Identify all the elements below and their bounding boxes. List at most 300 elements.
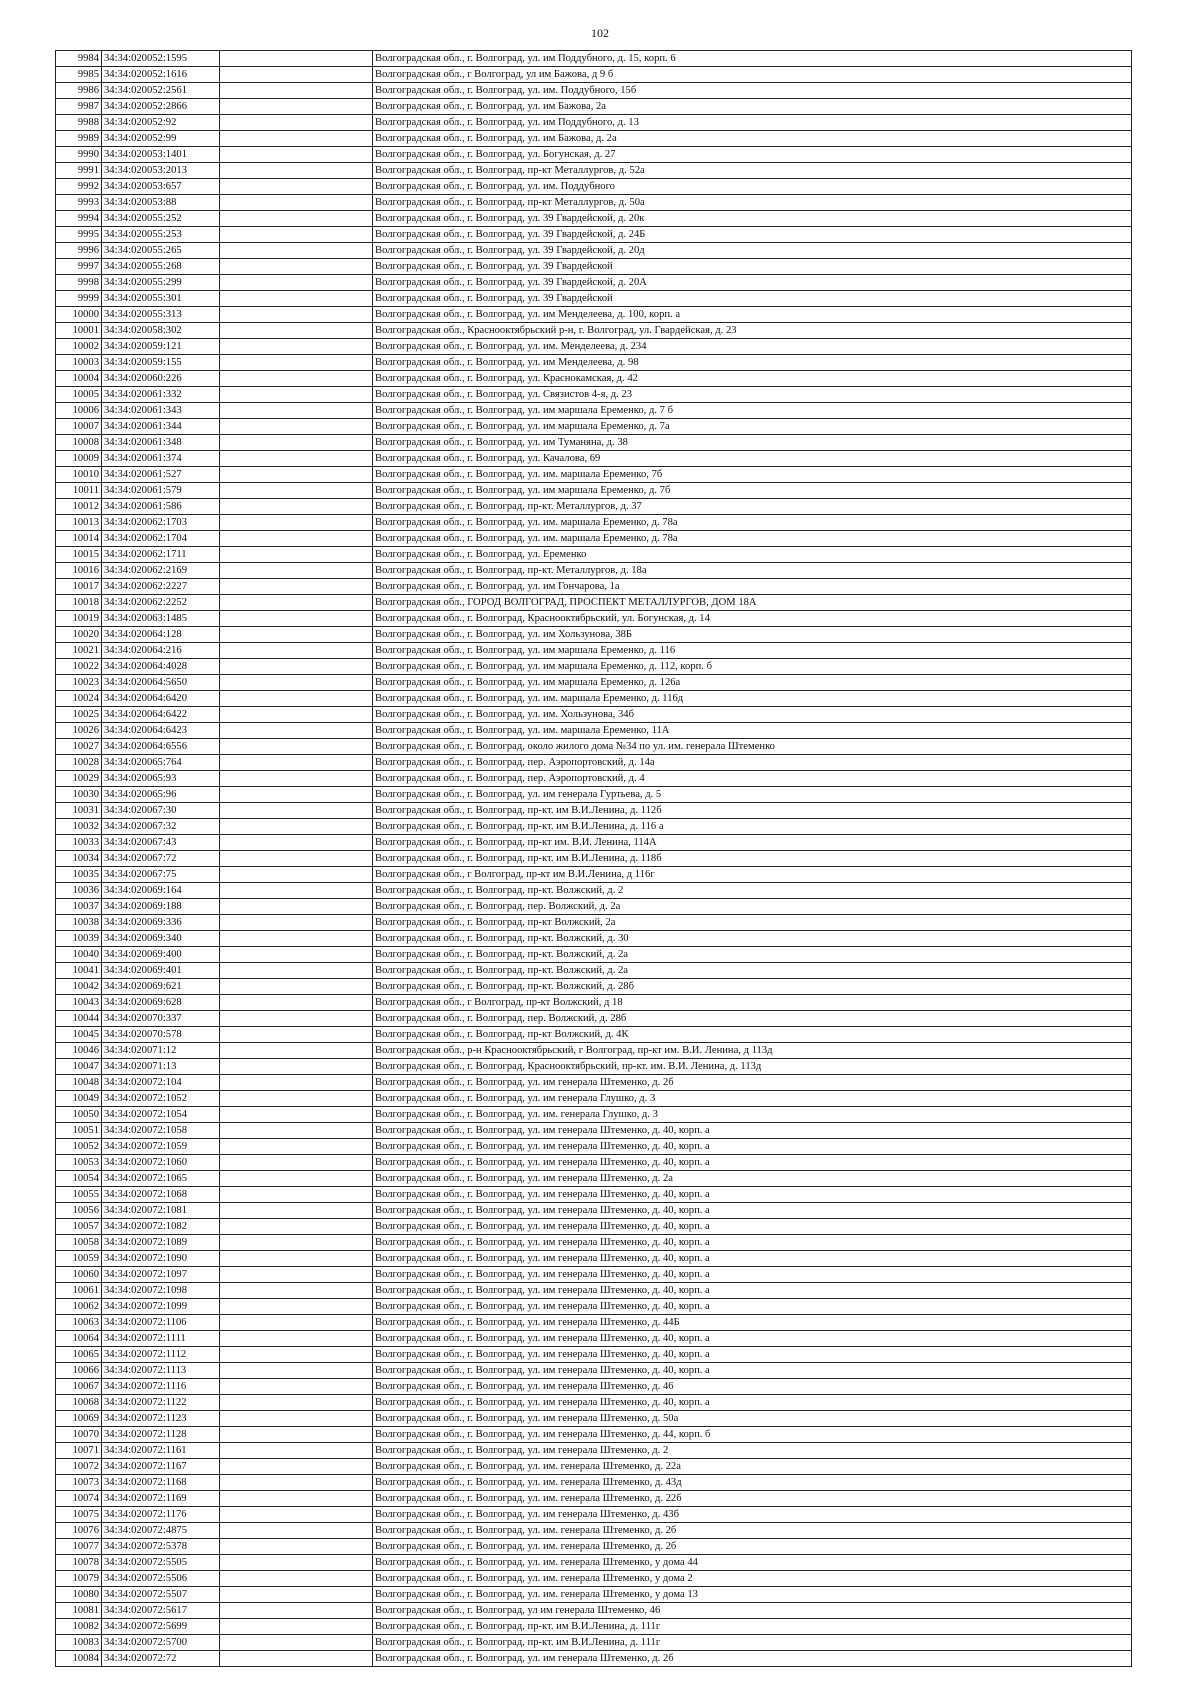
empty-cell	[220, 675, 373, 691]
empty-cell	[220, 51, 373, 67]
cadastral-number-cell: 34:34:020072:1161	[102, 1443, 220, 1459]
cadastral-number-cell: 34:34:020060:226	[102, 371, 220, 387]
row-number-cell: 10001	[56, 323, 102, 339]
table-row	[56, 867, 1132, 883]
empty-cell	[220, 1395, 373, 1411]
row-number-cell: 10036	[56, 883, 102, 899]
empty-cell	[220, 131, 373, 147]
empty-cell	[220, 1171, 373, 1187]
cadastral-number-cell: 34:34:020072:5505	[102, 1555, 220, 1571]
table-row	[56, 1587, 1132, 1603]
address-cell: Волгоградская обл., г. Волгоград, пр-кт им. В.И. Ленина, 114А	[373, 835, 1132, 851]
empty-cell	[220, 867, 373, 883]
row-number-cell: 10011	[56, 483, 102, 499]
row-number-cell: 10065	[56, 1347, 102, 1363]
row-number-cell: 10030	[56, 787, 102, 803]
row-number-cell: 10002	[56, 339, 102, 355]
table-row	[56, 707, 1132, 723]
address-cell: Волгоградская обл., г. Волгоград, ул. им маршала Еременко, д. 112, корп. б	[373, 659, 1132, 675]
empty-cell	[220, 1187, 373, 1203]
address-cell: Волгоградская обл., г. Волгоград, пр-кт. им В.И.Ленина, д. 116 а	[373, 819, 1132, 835]
table-row	[56, 387, 1132, 403]
table-row	[56, 1139, 1132, 1155]
table-row	[56, 1091, 1132, 1107]
cadastral-number-cell: 34:34:020067:72	[102, 851, 220, 867]
address-cell: Волгоградская обл., г. Волгоград, ул. им маршала Еременко, д. 7а	[373, 419, 1132, 435]
row-number-cell: 10014	[56, 531, 102, 547]
address-cell: Волгоградская обл., г. Волгоград, ул. им Туманяна, д. 38	[373, 435, 1132, 451]
cadastral-number-cell: 34:34:020064:6420	[102, 691, 220, 707]
table-row	[56, 755, 1132, 771]
row-number-cell: 9996	[56, 243, 102, 259]
row-number-cell: 10003	[56, 355, 102, 371]
cadastral-number-cell: 34:34:020067:43	[102, 835, 220, 851]
empty-cell	[220, 1043, 373, 1059]
cadastral-number-cell: 34:34:020071:13	[102, 1059, 220, 1075]
row-number-cell: 10048	[56, 1075, 102, 1091]
empty-cell	[220, 483, 373, 499]
cadastral-number-cell: 34:34:020072:1167	[102, 1459, 220, 1475]
table-row	[56, 1299, 1132, 1315]
cadastral-number-cell: 34:34:020072:1081	[102, 1203, 220, 1219]
row-number-cell: 9994	[56, 211, 102, 227]
row-number-cell: 10066	[56, 1363, 102, 1379]
cadastral-number-cell: 34:34:020072:1113	[102, 1363, 220, 1379]
row-number-cell: 10033	[56, 835, 102, 851]
address-cell: Волгоградская обл., г Волгоград, пр-кт им В.И.Ленина, д 116г	[373, 867, 1132, 883]
address-cell: Волгоградская обл., г. Волгоград, ул. им. Менделеева, д. 234	[373, 339, 1132, 355]
row-number-cell: 10038	[56, 915, 102, 931]
address-cell: Волгоградская обл., г. Волгоград, ул. им генерала Штеменко, д. 40, корп. а	[373, 1203, 1132, 1219]
cadastral-number-cell: 34:34:020072:1099	[102, 1299, 220, 1315]
table-row	[56, 1283, 1132, 1299]
row-number-cell: 10035	[56, 867, 102, 883]
address-cell: Волгоградская обл., г. Волгоград, пр-кт Волжский, д. 4К	[373, 1027, 1132, 1043]
address-cell: Волгоградская обл., г. Волгоград, ул. им. генерала Штеменко, д. 22а	[373, 1459, 1132, 1475]
row-number-cell: 10007	[56, 419, 102, 435]
cadastral-number-cell: 34:34:020061:527	[102, 467, 220, 483]
cadastral-number-cell: 34:34:020072:5507	[102, 1587, 220, 1603]
empty-cell	[220, 883, 373, 899]
address-cell: Волгоградская обл., г. Волгоград, ул. им. генерала Штеменко, д. 2б	[373, 1539, 1132, 1555]
table-row	[56, 931, 1132, 947]
table-row	[56, 1315, 1132, 1331]
cadastral-number-cell: 34:34:020072:1112	[102, 1347, 220, 1363]
address-cell: Волгоградская обл., г. Волгоград, пр-кт. им В.И.Ленина, д. 118б	[373, 851, 1132, 867]
empty-cell	[220, 163, 373, 179]
row-number-cell: 10041	[56, 963, 102, 979]
cadastral-number-cell: 34:34:020069:188	[102, 899, 220, 915]
empty-cell	[220, 227, 373, 243]
address-cell: Волгоградская обл., г. Волгоград, ул. Еременко	[373, 547, 1132, 563]
row-number-cell: 10062	[56, 1299, 102, 1315]
empty-cell	[220, 531, 373, 547]
table-row	[56, 355, 1132, 371]
cadastral-number-cell: 34:34:020072:1054	[102, 1107, 220, 1123]
table-row	[56, 243, 1132, 259]
empty-cell	[220, 1539, 373, 1555]
table-row	[56, 1331, 1132, 1347]
row-number-cell: 10046	[56, 1043, 102, 1059]
empty-cell	[220, 499, 373, 515]
table-row	[56, 1523, 1132, 1539]
table-row	[56, 915, 1132, 931]
registry-body	[56, 51, 1132, 1667]
cadastral-number-cell: 34:34:020069:340	[102, 931, 220, 947]
table-row	[56, 163, 1132, 179]
address-cell: Волгоградская обл., г. Волгоград, ул. им. маршала Еременко, 7б	[373, 467, 1132, 483]
cadastral-number-cell: 34:34:020053:657	[102, 179, 220, 195]
address-cell: Волгоградская обл., г. Волгоград, ул. им генерала Штеменко, д. 40, корп. а	[373, 1219, 1132, 1235]
cadastral-number-cell: 34:34:020053:2013	[102, 163, 220, 179]
empty-cell	[220, 1251, 373, 1267]
cadastral-number-cell: 34:34:020072:1122	[102, 1395, 220, 1411]
row-number-cell: 10022	[56, 659, 102, 675]
empty-cell	[220, 451, 373, 467]
table-row	[56, 515, 1132, 531]
cadastral-number-cell: 34:34:020072:1082	[102, 1219, 220, 1235]
empty-cell	[220, 1123, 373, 1139]
table-row	[56, 899, 1132, 915]
cadastral-number-cell: 34:34:020069:164	[102, 883, 220, 899]
row-number-cell: 10016	[56, 563, 102, 579]
address-cell: Волгоградская обл., р-н Краснооктябрьский, г Волгоград, пр-кт им. В.И. Ленина, д 113д	[373, 1043, 1132, 1059]
cadastral-number-cell: 34:34:020065:96	[102, 787, 220, 803]
row-number-cell: 9985	[56, 67, 102, 83]
cadastral-number-cell: 34:34:020053:1401	[102, 147, 220, 163]
table-row	[56, 323, 1132, 339]
address-cell: Волгоградская обл., г. Волгоград, ул. 39 Гвардейской	[373, 259, 1132, 275]
row-number-cell: 10019	[56, 611, 102, 627]
table-row	[56, 1011, 1132, 1027]
table-row	[56, 611, 1132, 627]
address-cell: Волгоградская обл., г. Волгоград, пр-кт. им В.И.Ленина, д. 112б	[373, 803, 1132, 819]
empty-cell	[220, 1203, 373, 1219]
table-row	[56, 579, 1132, 595]
address-cell: Волгоградская обл., г. Волгоград, ул. им генерала Штеменко, д. 2б	[373, 1075, 1132, 1091]
table-row	[56, 83, 1132, 99]
row-number-cell: 10017	[56, 579, 102, 595]
row-number-cell: 9998	[56, 275, 102, 291]
row-number-cell: 10008	[56, 435, 102, 451]
table-row	[56, 1507, 1132, 1523]
cadastral-number-cell: 34:34:020067:30	[102, 803, 220, 819]
empty-cell	[220, 1219, 373, 1235]
empty-cell	[220, 1331, 373, 1347]
cadastral-number-cell: 34:34:020072:104	[102, 1075, 220, 1091]
table-row	[56, 403, 1132, 419]
row-number-cell: 9993	[56, 195, 102, 211]
row-number-cell: 9997	[56, 259, 102, 275]
address-cell: Волгоградская обл., г. Волгоград, ул. им генерала Штеменко, д. 40, корп. а	[373, 1267, 1132, 1283]
cadastral-number-cell: 34:34:020062:2169	[102, 563, 220, 579]
cadastral-number-cell: 34:34:020055:253	[102, 227, 220, 243]
cadastral-number-cell: 34:34:020055:252	[102, 211, 220, 227]
address-cell: Волгоградская обл., г. Волгоград, ул. им Бажова, 2а	[373, 99, 1132, 115]
address-cell: Волгоградская обл., г. Волгоград, ул. им. генерала Глушко, д. 3	[373, 1107, 1132, 1123]
row-number-cell: 10078	[56, 1555, 102, 1571]
cadastral-number-cell: 34:34:020072:1060	[102, 1155, 220, 1171]
row-number-cell: 10024	[56, 691, 102, 707]
row-number-cell: 10058	[56, 1235, 102, 1251]
table-row	[56, 643, 1132, 659]
empty-cell	[220, 1507, 373, 1523]
empty-cell	[220, 1347, 373, 1363]
table-row	[56, 1235, 1132, 1251]
address-cell: Волгоградская обл., г. Волгоград, ул. им генерала Штеменко, д. 40, корп. а	[373, 1395, 1132, 1411]
cadastral-number-cell: 34:34:020072:1116	[102, 1379, 220, 1395]
row-number-cell: 10023	[56, 675, 102, 691]
empty-cell	[220, 195, 373, 211]
cadastral-number-cell: 34:34:020064:4028	[102, 659, 220, 675]
address-cell: Волгоградская обл., г. Волгоград, пр-кт Волжский, 2а	[373, 915, 1132, 931]
table-row	[56, 1395, 1132, 1411]
empty-cell	[220, 787, 373, 803]
address-cell: Волгоградская обл., г. Волгоград, ул. им генерала Штеменко, д. 2б	[373, 1651, 1132, 1667]
row-number-cell: 10006	[56, 403, 102, 419]
row-number-cell: 10012	[56, 499, 102, 515]
cadastral-number-cell: 34:34:020055:268	[102, 259, 220, 275]
address-cell: Волгоградская обл., г. Волгоград, около жилого дома №34 по ул. им. генерала Штеменко	[373, 739, 1132, 755]
address-cell: Волгоградская обл., г. Волгоград, ул. им маршала Еременко, д. 126а	[373, 675, 1132, 691]
address-cell: Волгоградская обл., г. Волгоград, ул. им маршала Еременко, д. 7 б	[373, 403, 1132, 419]
empty-cell	[220, 979, 373, 995]
cadastral-number-cell: 34:34:020072:1106	[102, 1315, 220, 1331]
row-number-cell: 10049	[56, 1091, 102, 1107]
row-number-cell: 10031	[56, 803, 102, 819]
row-number-cell: 10064	[56, 1331, 102, 1347]
cadastral-number-cell: 34:34:020061:332	[102, 387, 220, 403]
table-row	[56, 691, 1132, 707]
empty-cell	[220, 1523, 373, 1539]
empty-cell	[220, 419, 373, 435]
table-row	[56, 595, 1132, 611]
empty-cell	[220, 1011, 373, 1027]
address-cell: Волгоградская обл., г. Волгоград, ул. им генерала Штеменко, д. 40, корп. а	[373, 1139, 1132, 1155]
row-number-cell: 10053	[56, 1155, 102, 1171]
cadastral-number-cell: 34:34:020064:216	[102, 643, 220, 659]
empty-cell	[220, 1603, 373, 1619]
table-row	[56, 291, 1132, 307]
table-row	[56, 547, 1132, 563]
table-row	[56, 851, 1132, 867]
address-cell: Волгоградская обл., г. Волгоград, ул. Связистов 4-я, д. 23	[373, 387, 1132, 403]
row-number-cell: 10070	[56, 1427, 102, 1443]
cadastral-number-cell: 34:34:020055:313	[102, 307, 220, 323]
cadastral-number-cell: 34:34:020072:5699	[102, 1619, 220, 1635]
cadastral-number-cell: 34:34:020055:299	[102, 275, 220, 291]
empty-cell	[220, 819, 373, 835]
table-row	[56, 371, 1132, 387]
row-number-cell: 10082	[56, 1619, 102, 1635]
cadastral-number-cell: 34:34:020064:6422	[102, 707, 220, 723]
empty-cell	[220, 1267, 373, 1283]
empty-cell	[220, 659, 373, 675]
empty-cell	[220, 147, 373, 163]
empty-cell	[220, 179, 373, 195]
table-row	[56, 435, 1132, 451]
address-cell: Волгоградская обл., г. Волгоград, ул. 39 Гвардейской, д. 24Б	[373, 227, 1132, 243]
cadastral-number-cell: 34:34:020061:348	[102, 435, 220, 451]
row-number-cell: 9990	[56, 147, 102, 163]
cadastral-number-cell: 34:34:020059:155	[102, 355, 220, 371]
address-cell: Волгоградская обл., г. Волгоград, пр-кт. Волжский, д. 2а	[373, 947, 1132, 963]
address-cell: Волгоградская обл., г. Волгоград, ул. им. генерала Штеменко, у дома 13	[373, 1587, 1132, 1603]
empty-cell	[220, 1555, 373, 1571]
empty-cell	[220, 275, 373, 291]
table-row	[56, 1475, 1132, 1491]
table-row	[56, 1187, 1132, 1203]
empty-cell	[220, 723, 373, 739]
table-row	[56, 1539, 1132, 1555]
row-number-cell: 10034	[56, 851, 102, 867]
cadastral-number-cell: 34:34:020072:1098	[102, 1283, 220, 1299]
address-cell: Волгоградская обл., г. Волгоград, Краснооктябрьский, пр-кт. им. В.И. Ленина, д. 113д	[373, 1059, 1132, 1075]
row-number-cell: 10083	[56, 1635, 102, 1651]
row-number-cell: 10073	[56, 1475, 102, 1491]
cadastral-number-cell: 34:34:020064:5650	[102, 675, 220, 691]
table-row	[56, 1219, 1132, 1235]
empty-cell	[220, 1651, 373, 1667]
address-cell: Волгоградская обл., г. Волгоград, пер. Аэропортовский, д. 14а	[373, 755, 1132, 771]
row-number-cell: 10045	[56, 1027, 102, 1043]
cadastral-number-cell: 34:34:020071:12	[102, 1043, 220, 1059]
empty-cell	[220, 1139, 373, 1155]
row-number-cell: 10009	[56, 451, 102, 467]
empty-cell	[220, 1619, 373, 1635]
row-number-cell: 9999	[56, 291, 102, 307]
row-number-cell: 10044	[56, 1011, 102, 1027]
address-cell: Волгоградская обл., г. Волгоград, ул. им генерала Штеменко, д. 40, корп. а	[373, 1299, 1132, 1315]
empty-cell	[220, 643, 373, 659]
row-number-cell: 9984	[56, 51, 102, 67]
address-cell: Волгоградская обл., г. Волгоград, ул. им генерала Штеменко, д. 40, корп. а	[373, 1235, 1132, 1251]
address-cell: Волгоградская обл., г. Волгоград, ул. им генерала Гуртьева, д. 5	[373, 787, 1132, 803]
row-number-cell: 10084	[56, 1651, 102, 1667]
row-number-cell: 10042	[56, 979, 102, 995]
table-row	[56, 1267, 1132, 1283]
cadastral-number-cell: 34:34:020062:2252	[102, 595, 220, 611]
empty-cell	[220, 947, 373, 963]
row-number-cell: 10037	[56, 899, 102, 915]
row-number-cell: 10077	[56, 1539, 102, 1555]
table-row	[56, 339, 1132, 355]
table-row	[56, 1635, 1132, 1651]
cadastral-number-cell: 34:34:020062:1703	[102, 515, 220, 531]
address-cell: Волгоградская обл., г Волгоград, пр-кт Волжский, д 18	[373, 995, 1132, 1011]
cadastral-number-cell: 34:34:020065:764	[102, 755, 220, 771]
cadastral-number-cell: 34:34:020063:1485	[102, 611, 220, 627]
address-cell: Волгоградская обл., г. Волгоград, ул. им. маршала Еременко, д. 116д	[373, 691, 1132, 707]
table-row	[56, 819, 1132, 835]
empty-cell	[220, 579, 373, 595]
row-number-cell: 10069	[56, 1411, 102, 1427]
empty-cell	[220, 259, 373, 275]
cadastral-number-cell: 34:34:020059:121	[102, 339, 220, 355]
address-cell: Волгоградская обл., г Волгоград, ул им Бажова, д 9 б	[373, 67, 1132, 83]
address-cell: Волгоградская обл., г. Волгоград, пр-кт. им В.И.Ленина, д. 111г	[373, 1619, 1132, 1635]
cadastral-number-cell: 34:34:020070:578	[102, 1027, 220, 1043]
table-row	[56, 1603, 1132, 1619]
row-number-cell: 10028	[56, 755, 102, 771]
cadastral-number-cell: 34:34:020072:5617	[102, 1603, 220, 1619]
row-number-cell: 10025	[56, 707, 102, 723]
address-cell: Волгоградская обл., г. Волгоград, ул. им генерала Штеменко, д. 40, корп. а	[373, 1155, 1132, 1171]
row-number-cell: 9987	[56, 99, 102, 115]
table-row	[56, 883, 1132, 899]
cadastral-number-cell: 34:34:020064:128	[102, 627, 220, 643]
empty-cell	[220, 115, 373, 131]
cadastral-number-cell: 34:34:020062:2227	[102, 579, 220, 595]
table-row	[56, 771, 1132, 787]
cadastral-number-cell: 34:34:020072:72	[102, 1651, 220, 1667]
table-row	[56, 1459, 1132, 1475]
address-cell: Волгоградская обл., г. Волгоград, ул. им генерала Штеменко, д. 40, корп. а	[373, 1347, 1132, 1363]
empty-cell	[220, 83, 373, 99]
cadastral-number-cell: 34:34:020072:5506	[102, 1571, 220, 1587]
cadastral-number-cell: 34:34:020072:1097	[102, 1267, 220, 1283]
address-cell: Волгоградская обл., г. Волгоград, ул. им. Поддубного	[373, 179, 1132, 195]
row-number-cell: 10081	[56, 1603, 102, 1619]
address-cell: Волгоградская обл., г. Волгоград, ул. им генерала Штеменко, д. 40, корп. а	[373, 1251, 1132, 1267]
table-row	[56, 115, 1132, 131]
address-cell: Волгоградская обл., г. Волгоград, пер. Аэропортовский, д. 4	[373, 771, 1132, 787]
table-row	[56, 483, 1132, 499]
cadastral-number-cell: 34:34:020069:400	[102, 947, 220, 963]
address-cell: Волгоградская обл., г. Волгоград, ул. им. маршала Еременко, д. 78а	[373, 531, 1132, 547]
cadastral-number-cell: 34:34:020061:343	[102, 403, 220, 419]
address-cell: Волгоградская обл., г. Волгоград, пр-кт. Металлургов, д. 18а	[373, 563, 1132, 579]
row-number-cell: 10059	[56, 1251, 102, 1267]
address-cell: Волгоградская обл., г. Волгоград, ул. им маршала Еременко, д. 116	[373, 643, 1132, 659]
empty-cell	[220, 467, 373, 483]
table-row	[56, 147, 1132, 163]
table-row	[56, 1027, 1132, 1043]
empty-cell	[220, 995, 373, 1011]
row-number-cell: 10039	[56, 931, 102, 947]
table-row	[56, 1347, 1132, 1363]
table-row	[56, 979, 1132, 995]
cadastral-number-cell: 34:34:020072:5700	[102, 1635, 220, 1651]
address-cell: Волгоградская обл., г. Волгоград, пер. Волжский, д. 2а	[373, 899, 1132, 915]
empty-cell	[220, 1235, 373, 1251]
address-cell: Волгоградская обл., г. Волгоград, ул. им Поддубного, д. 13	[373, 115, 1132, 131]
row-number-cell: 10056	[56, 1203, 102, 1219]
empty-cell	[220, 771, 373, 787]
cadastral-number-cell: 34:34:020052:92	[102, 115, 220, 131]
cadastral-number-cell: 34:34:020072:1089	[102, 1235, 220, 1251]
cadastral-number-cell: 34:34:020067:75	[102, 867, 220, 883]
cadastral-number-cell: 34:34:020058:302	[102, 323, 220, 339]
cadastral-number-cell: 34:34:020052:1595	[102, 51, 220, 67]
empty-cell	[220, 355, 373, 371]
empty-cell	[220, 1427, 373, 1443]
empty-cell	[220, 1075, 373, 1091]
address-cell: Волгоградская обл., г. Волгоград, ул. Богунская, д. 27	[373, 147, 1132, 163]
address-cell: Волгоградская обл., г. Волгоград, ул. 39 Гвардейской	[373, 291, 1132, 307]
table-row	[56, 1411, 1132, 1427]
address-cell: Волгоградская обл., г. Волгоград, ул. Качалова, 69	[373, 451, 1132, 467]
address-cell: Волгоградская обл., г. Волгоград, пр-кт. им В.И.Ленина, д. 111г	[373, 1635, 1132, 1651]
empty-cell	[220, 1571, 373, 1587]
row-number-cell: 10055	[56, 1187, 102, 1203]
row-number-cell: 10004	[56, 371, 102, 387]
table-row	[56, 675, 1132, 691]
row-number-cell: 10026	[56, 723, 102, 739]
table-row	[56, 499, 1132, 515]
table-row	[56, 627, 1132, 643]
address-cell: Волгоградская обл., г. Волгоград, ул. им. генерала Штеменко, д. 22б	[373, 1491, 1132, 1507]
